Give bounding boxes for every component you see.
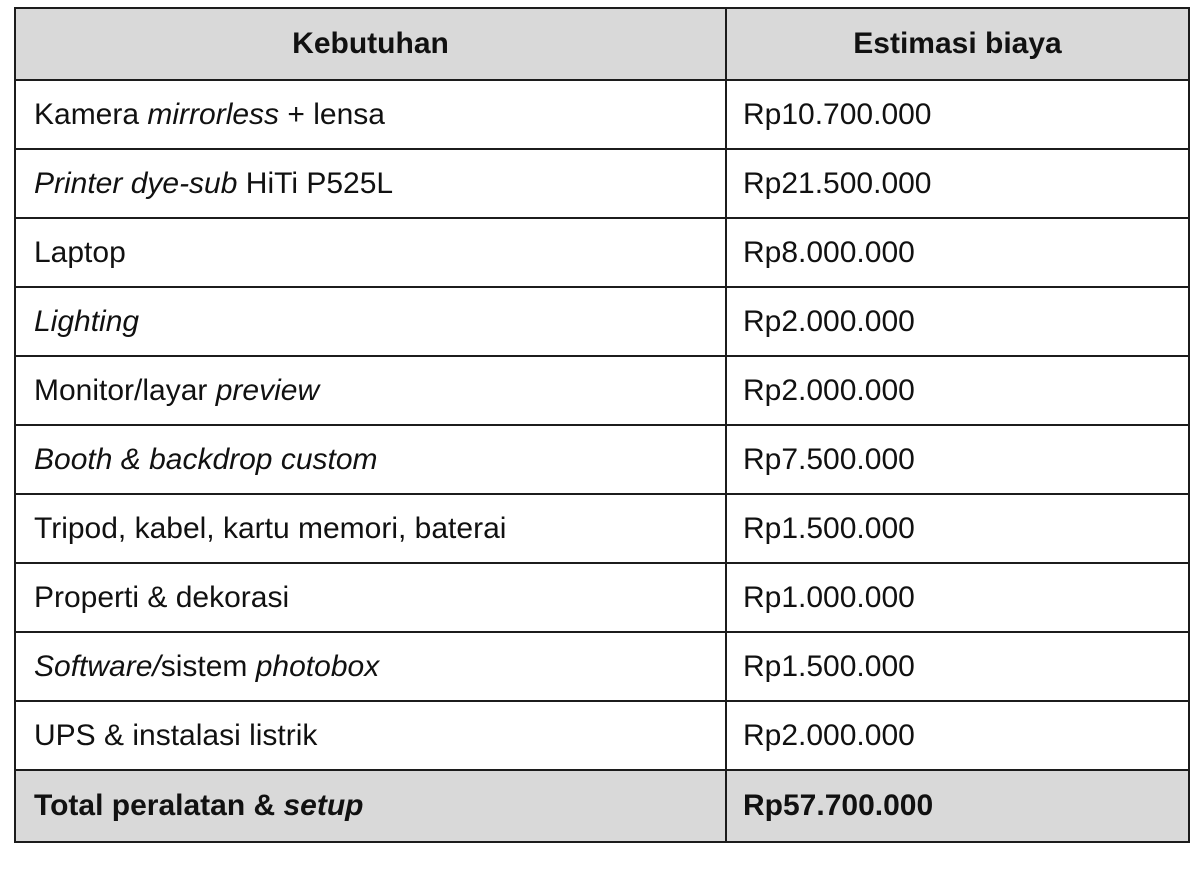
table-row (15, 80, 1189, 149)
italic-text-segment: preview (215, 373, 320, 407)
item-cost-cell: Rp2.000.000 (726, 701, 1189, 770)
item-cost-cell: Rp8.000.000 (726, 218, 1189, 287)
table-header-row (15, 8, 1189, 80)
text-segment: sistem (160, 649, 256, 683)
text-segment: Total peralatan & (34, 789, 284, 822)
total-row (15, 770, 1189, 842)
item-cost-cell: Rp7.500.000 (726, 425, 1189, 494)
table-body (15, 80, 1189, 770)
table-row (15, 701, 1189, 770)
text-segment: Kamera (34, 97, 148, 131)
total-cost: Rp57.700.000 (726, 770, 1189, 842)
item-name-cell (15, 701, 726, 770)
italic-text-segment: Lighting (34, 304, 140, 338)
budget-table (14, 7, 1190, 843)
budget-table-container (14, 7, 1190, 843)
text-segment: Monitor/layar (34, 373, 216, 407)
item-name-cell (15, 425, 726, 494)
item-cost-cell: Rp1.500.000 (726, 632, 1189, 701)
italic-text-segment: Booth & backdrop custom (34, 442, 378, 476)
italic-text-segment: mirrorless (147, 97, 280, 131)
item-name-cell (15, 80, 726, 149)
item-name-cell (15, 632, 726, 701)
text-segment: + lensa (279, 97, 385, 131)
item-name-cell (15, 563, 726, 632)
table-row (15, 425, 1189, 494)
table-row (15, 356, 1189, 425)
item-cost-cell: Rp1.500.000 (726, 494, 1189, 563)
item-name-cell (15, 494, 726, 563)
item-cost-cell: Rp1.000.000 (726, 563, 1189, 632)
item-cost-cell: Rp21.500.000 (726, 149, 1189, 218)
item-cost-cell: Rp10.700.000 (726, 80, 1189, 149)
table-row (15, 149, 1189, 218)
text-segment: Laptop (34, 235, 126, 269)
item-name-cell (15, 356, 726, 425)
table-row (15, 632, 1189, 701)
table-row (15, 218, 1189, 287)
total-label (15, 770, 726, 842)
text-segment: Tripod, kabel, kartu memori, baterai (34, 511, 507, 545)
item-name-cell (15, 218, 726, 287)
table-row (15, 563, 1189, 632)
column-header-estimated-cost: Estimasi biaya (726, 8, 1189, 80)
item-name-cell (15, 287, 726, 356)
column-header-need: Kebutuhan (15, 8, 726, 80)
italic-text-segment: photobox (255, 649, 380, 683)
item-cost-cell: Rp2.000.000 (726, 356, 1189, 425)
text-segment: Properti & dekorasi (34, 580, 290, 614)
italic-text-segment: Software/ (34, 649, 161, 683)
italic-text-segment: Printer dye-sub (34, 166, 238, 200)
text-segment: UPS & instalasi listrik (34, 718, 318, 752)
item-name-cell (15, 149, 726, 218)
italic-text-segment: setup (283, 789, 364, 822)
item-cost-cell: Rp2.000.000 (726, 287, 1189, 356)
table-row (15, 494, 1189, 563)
text-segment: HiTi P525L (237, 166, 394, 200)
table-row (15, 287, 1189, 356)
